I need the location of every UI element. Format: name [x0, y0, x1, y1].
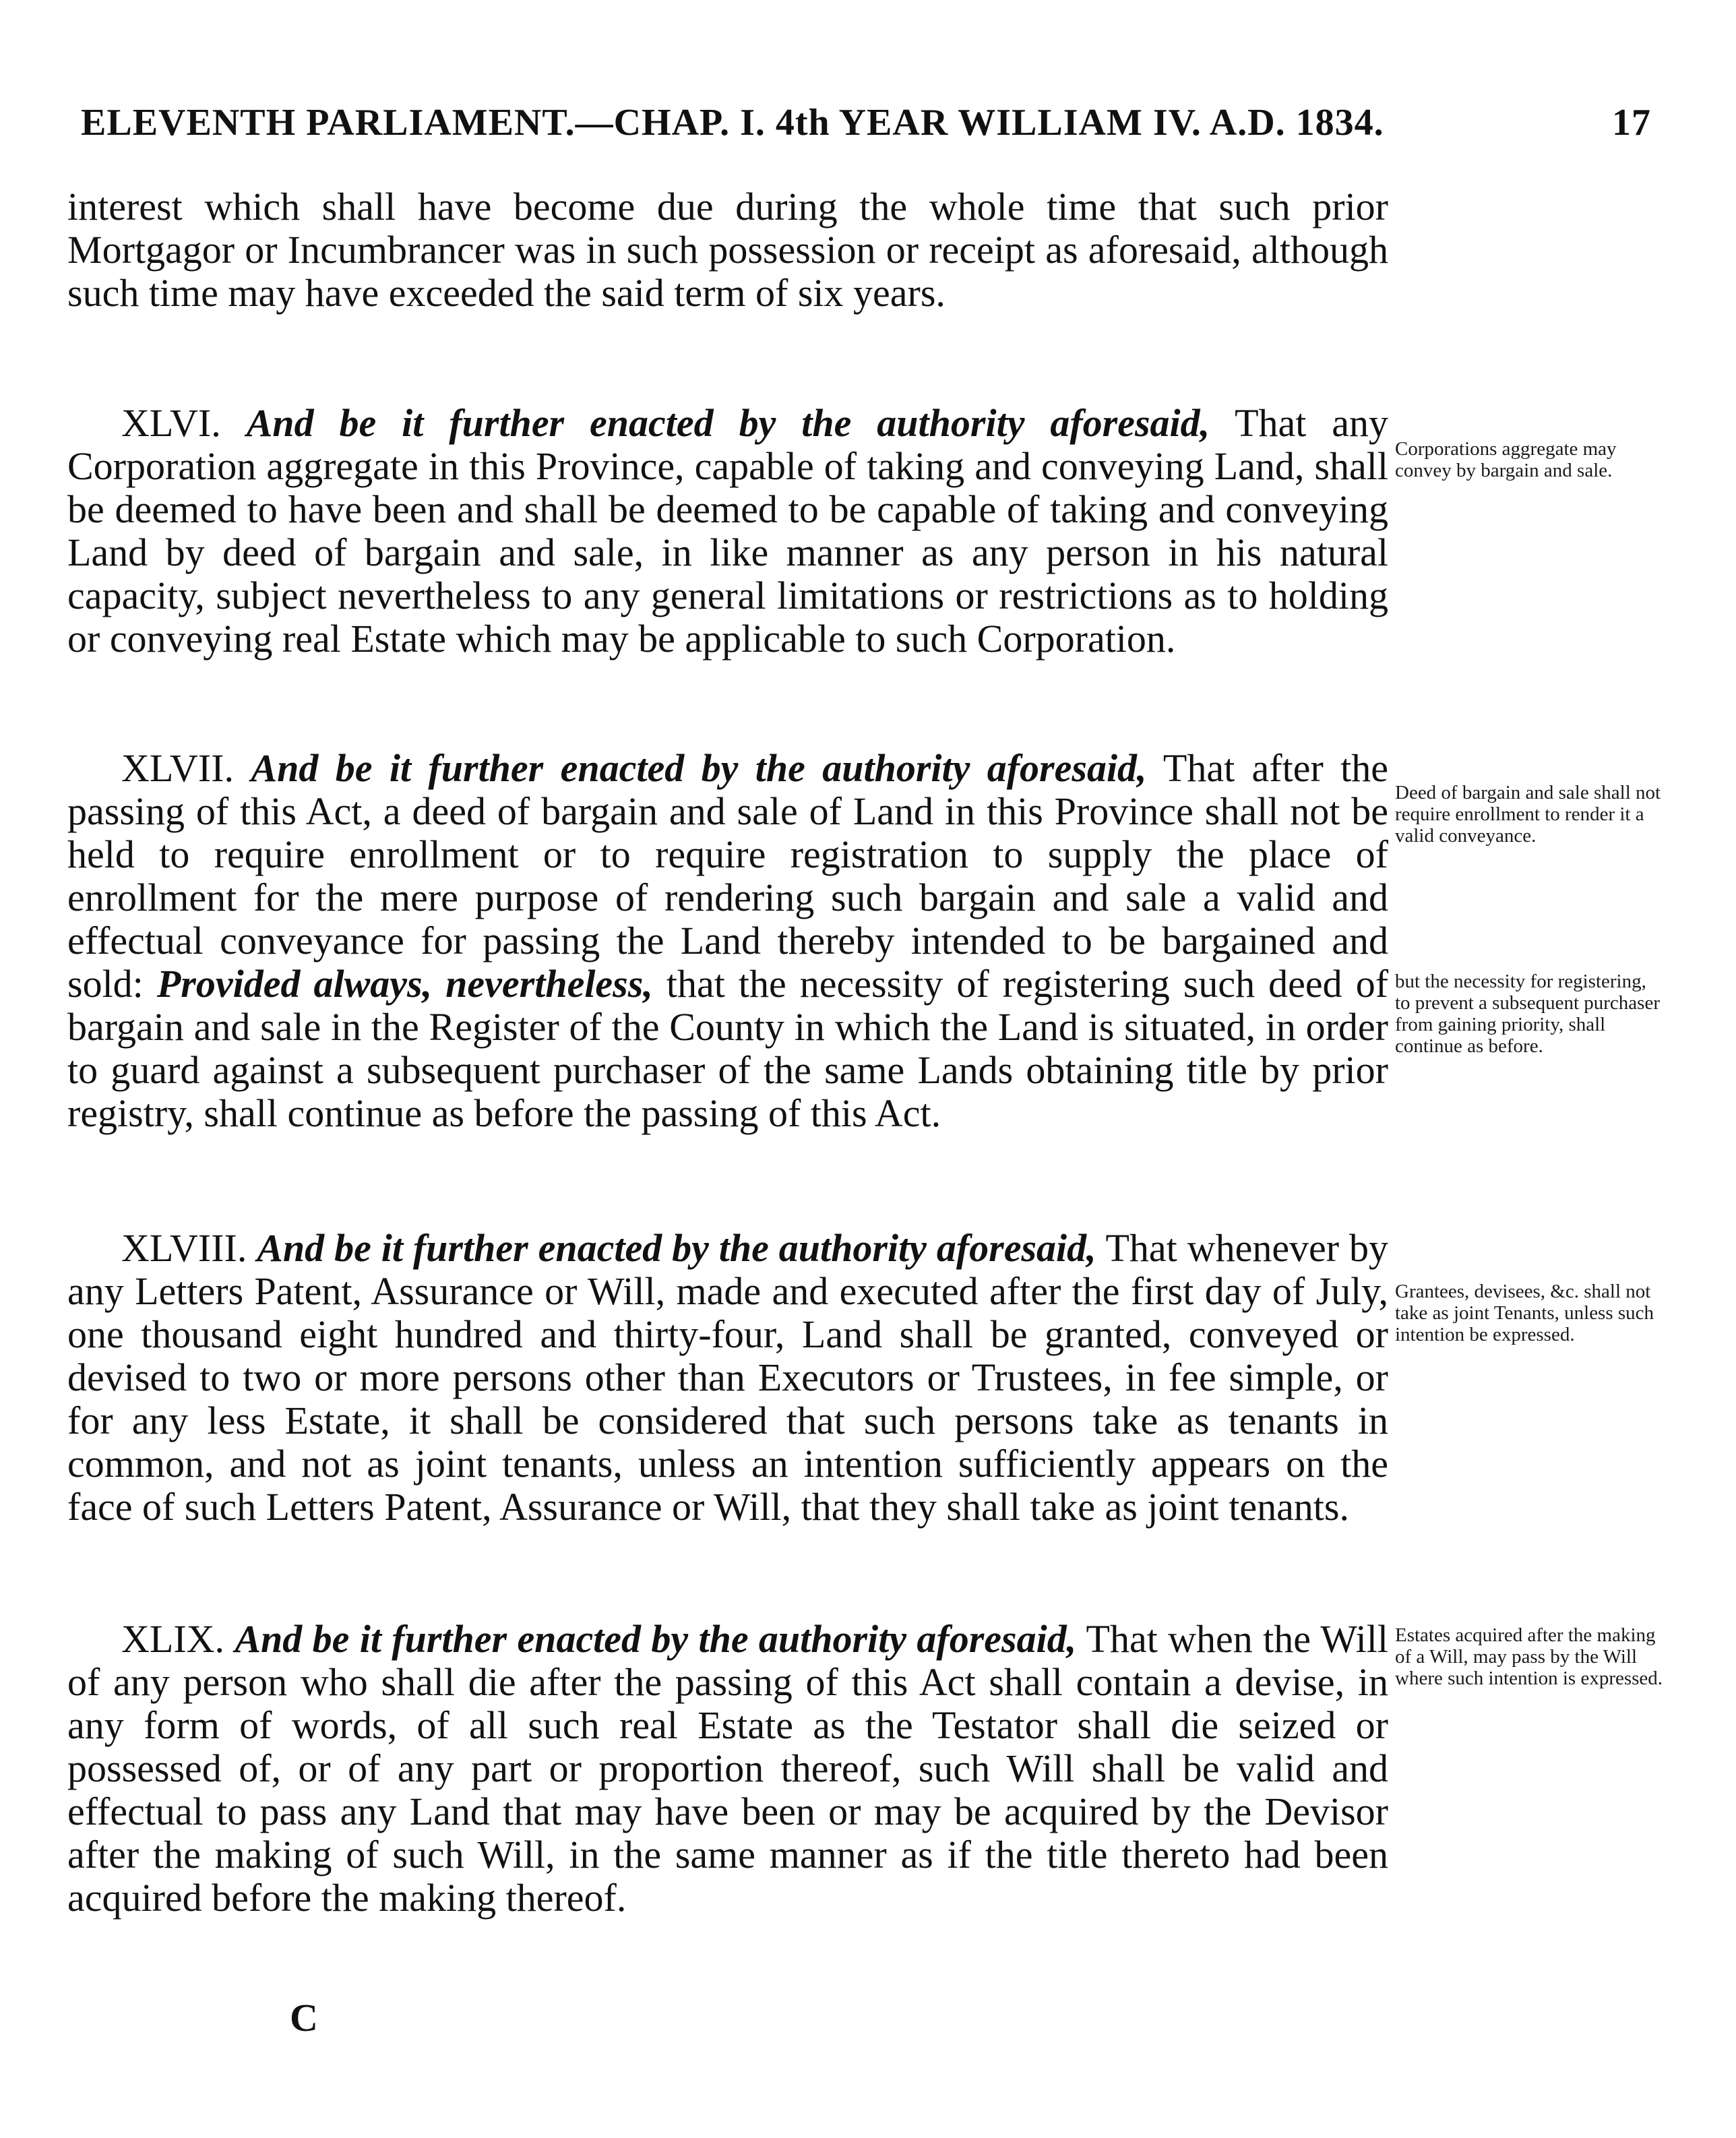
section-xlvi	[67, 402, 1388, 661]
continuation-paragraph	[67, 185, 1388, 315]
enacting-clause: And be it further enacted by the authority aforesaid,	[235, 1617, 1077, 1661]
section-paragraph	[67, 747, 1388, 1135]
section-numeral: XLVI.	[121, 401, 221, 445]
marginal-note: Estates acquired after the making of a Will, may pass by the Will where such intention is expressed.	[1395, 1624, 1663, 1689]
section-xlvii	[67, 747, 1388, 1135]
marginal-note: Corporations aggregate may convey by bargain and sale.	[1395, 438, 1617, 481]
section-numeral: XLVII.	[121, 746, 235, 790]
section-paragraph	[67, 402, 1388, 661]
enacting-clause: And be it further enacted by the authority aforesaid,	[246, 401, 1210, 445]
continuation-text: interest which shall have become due during the whole time that such prior Mortgagor or Incumbrancer was in such possession or receipt as aforesaid, although such time may have exceeded the said term of six years.	[67, 185, 1388, 315]
catchword: C	[290, 1996, 318, 2040]
section-text: That whenever by any Letters Patent, Assurance or Will, made and executed after the first day of July, one thousand eight hundred and thirty-four, Land shall be granted, conveyed or devised to two or more persons other than Executors or Trustees, in fee simple, or for any less Estate, it shall be considered that such persons take as tenants in common, and not as joint tenants, unless an intention sufficiently appears on the face of such Letters Patent, Assurance or Will, that they shall take as joint tenants.	[67, 1226, 1389, 1529]
enacting-clause: And be it further enacted by the authority aforesaid,	[257, 1226, 1096, 1270]
marginal-note: Deed of bargain and sale shall not require enrollment to render it a valid conveyance.	[1395, 782, 1661, 847]
section-paragraph	[67, 1227, 1388, 1529]
marginal-note: Grantees, devisees, &c. shall not take as joint Tenants, unless such intention be expressed.	[1395, 1281, 1654, 1345]
section-text: That when the Will of any person who shall die after the passing of this Act shall contain a devise, in any form of words, of all such real Estate as the Testator shall die seized or possessed of, or of any part or proportion thereof, such Will shall be valid and effectual to pass any Land that may have been or may be acquired by the Devisor after the making of such Will, in the same manner as if the title thereto had been acquired before the making thereof.	[67, 1617, 1389, 1920]
proviso-clause: Provided always, nevertheless,	[156, 962, 653, 1006]
section-numeral: XLVIII.	[121, 1226, 247, 1270]
section-paragraph	[67, 1618, 1388, 1920]
header-title: ELEVENTH PARLIAMENT.—CHAP. I. 4th YEAR WILLIAM IV. A.D. 1834.	[81, 102, 1384, 144]
enacting-clause: And be it further enacted by the authority aforesaid,	[251, 746, 1147, 790]
section-numeral: XLIX.	[121, 1617, 225, 1661]
section-text: That after the passing of this Act, a deed of bargain and sale of Land in this Province shall not be held to require enrollment or to require registration to supply the place of enrollment for the mere purpose of rendering such bargain and sale a valid and effectual conveyance for passing the Land thereby intended to be bargained and sold:	[67, 746, 1389, 1006]
section-text-after-proviso: that the necessity of registering such deed of bargain and sale in the Register of the County in which the Land is situated, in order to guard against a subsequent purchaser of the same Lands obtaining title by prior registry, shall continue as before the passing of this Act.	[67, 962, 1389, 1135]
section-xlviii	[67, 1227, 1388, 1529]
page-number: 17	[1612, 102, 1651, 144]
section-xlix	[67, 1618, 1388, 1920]
marginal-note: but the necessity for registering, to prevent a subsequent purchaser from gaining priority, shall continue as before.	[1395, 971, 1660, 1057]
section-text: That any Corporation aggregate in this Province, capable of taking and conveying Land, shall be deemed to have been and shall be deemed to be capable of taking and conveying Land by deed of bargain and sale, in like manner as any person in his natural capacity, subject nevertheless to any general limitations or restrictions as to holding or conveying real Estate which may be applicable to such Corporation.	[67, 401, 1389, 661]
